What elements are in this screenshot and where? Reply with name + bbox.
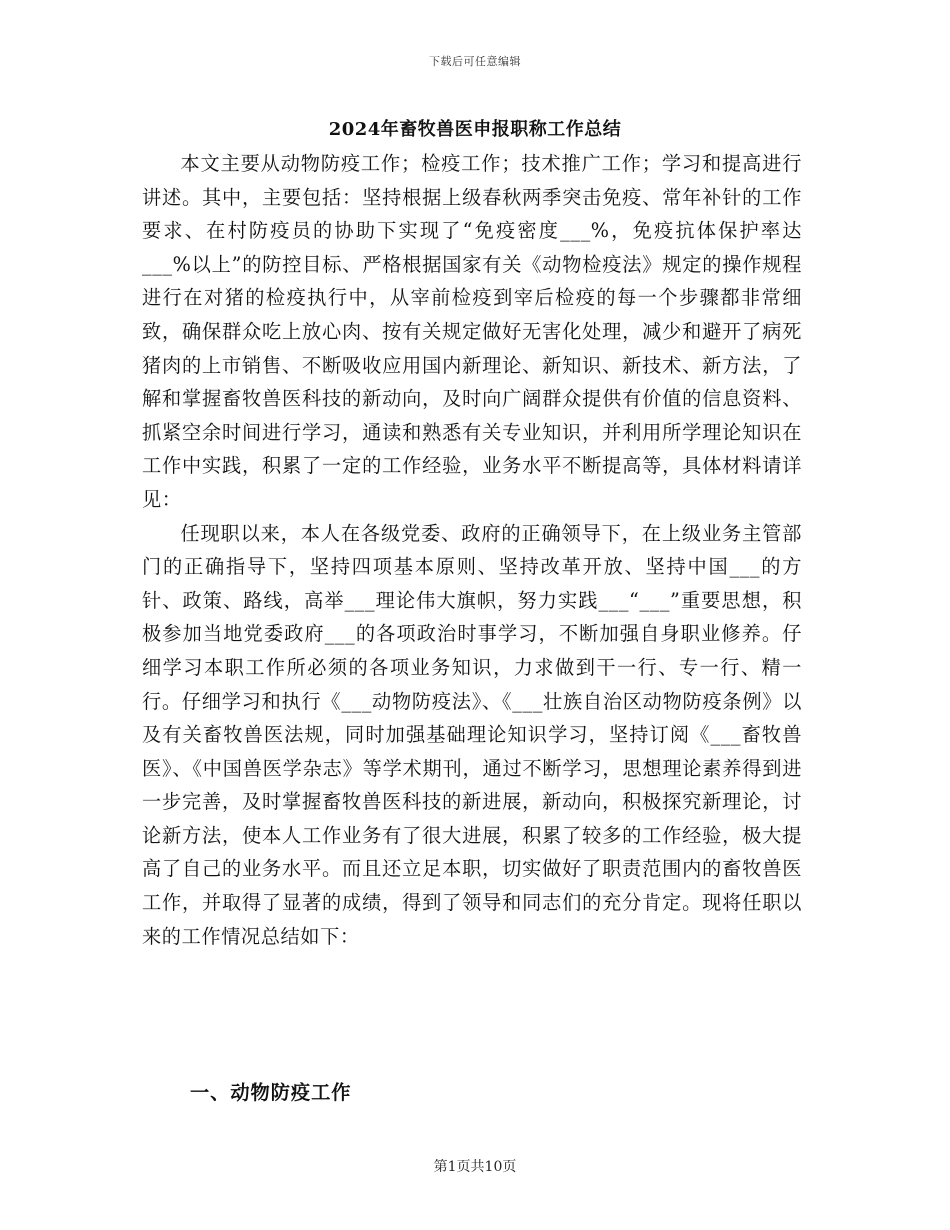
- section-heading: 一、动物防疫工作: [190, 1081, 352, 1104]
- page-number: 第1页共10页: [433, 1159, 517, 1175]
- document-title: 2024年畜牧兽医申报职称工作总结: [328, 119, 622, 140]
- paragraph-summary: 本文主要从动物防疫工作；检疫工作；技术推广工作；学习和提高进行讲述。其中，主要包括：坚持根据上级春秋两季突击免疫、常年补针的工作要求、在村防疫员的协助下实现了“免疫密度___%，免疫抗体保护率达___%以上”的防控目标、严格根据国家有关《动物检疫法》规定的操作规程进行在对猪的检疫执行中，从宰前检疫到宰后检疫的每一个步骤都非常细致，确保群众吃上放心肉、按有关规定做好无害化处理，减少和避开了病死猪肉的上市销售、不断吸收应用国内新理论、新知识、新技术、新方法，了解和掌握畜牧兽医科技的新动向，及时向广阔群众提供有价值的信息资料、抓紧空余时间进行学习，通读和熟悉有关专业知识，并利用所学理论知识在工作中实践，积累了一定的工作经验，业务水平不断提高等，具体材料请详见：: [142, 152, 802, 511]
- document-body: [142, 147, 802, 953]
- page-header-note: 下载后可任意编辑: [429, 55, 521, 68]
- paragraph-intro: 任现职以来，本人在各级党委、政府的正确领导下，在上级业务主管部门的正确指导下，坚持四项基本原则、坚持改革开放、坚持中国___的方针、政策、路线，高举___理论伟大旗帜，努力实践___“___”重要思想，积极参加当地党委政府___的各项政治时事学习，不断加强自身职业修养。仔细学习本职工作所必须的各项业务知识，力求做到干一行、专一行、精一行。仔细学习和执行《___动物防疫法》、《___壮族自治区动物防疫条例》以及有关畜牧兽医法规，同时加强基础理论知识学习，坚持订阅《___畜牧兽医》、《中国兽医学杂志》等学术期刊，通过不断学习，思想理论素养得到进一步完善，及时掌握畜牧兽医科技的新进展，新动向，积极探究新理论，讨论新方法，使本人工作业务有了很大进展，积累了较多的工作经验，极大提高了自己的业务水平。而且还立足本职，切实做好了职责范围内的畜牧兽医工作，并取得了显著的成绩，得到了领导和同志们的充分肯定。现将任职以来的工作情况总结如下：: [142, 521, 802, 948]
